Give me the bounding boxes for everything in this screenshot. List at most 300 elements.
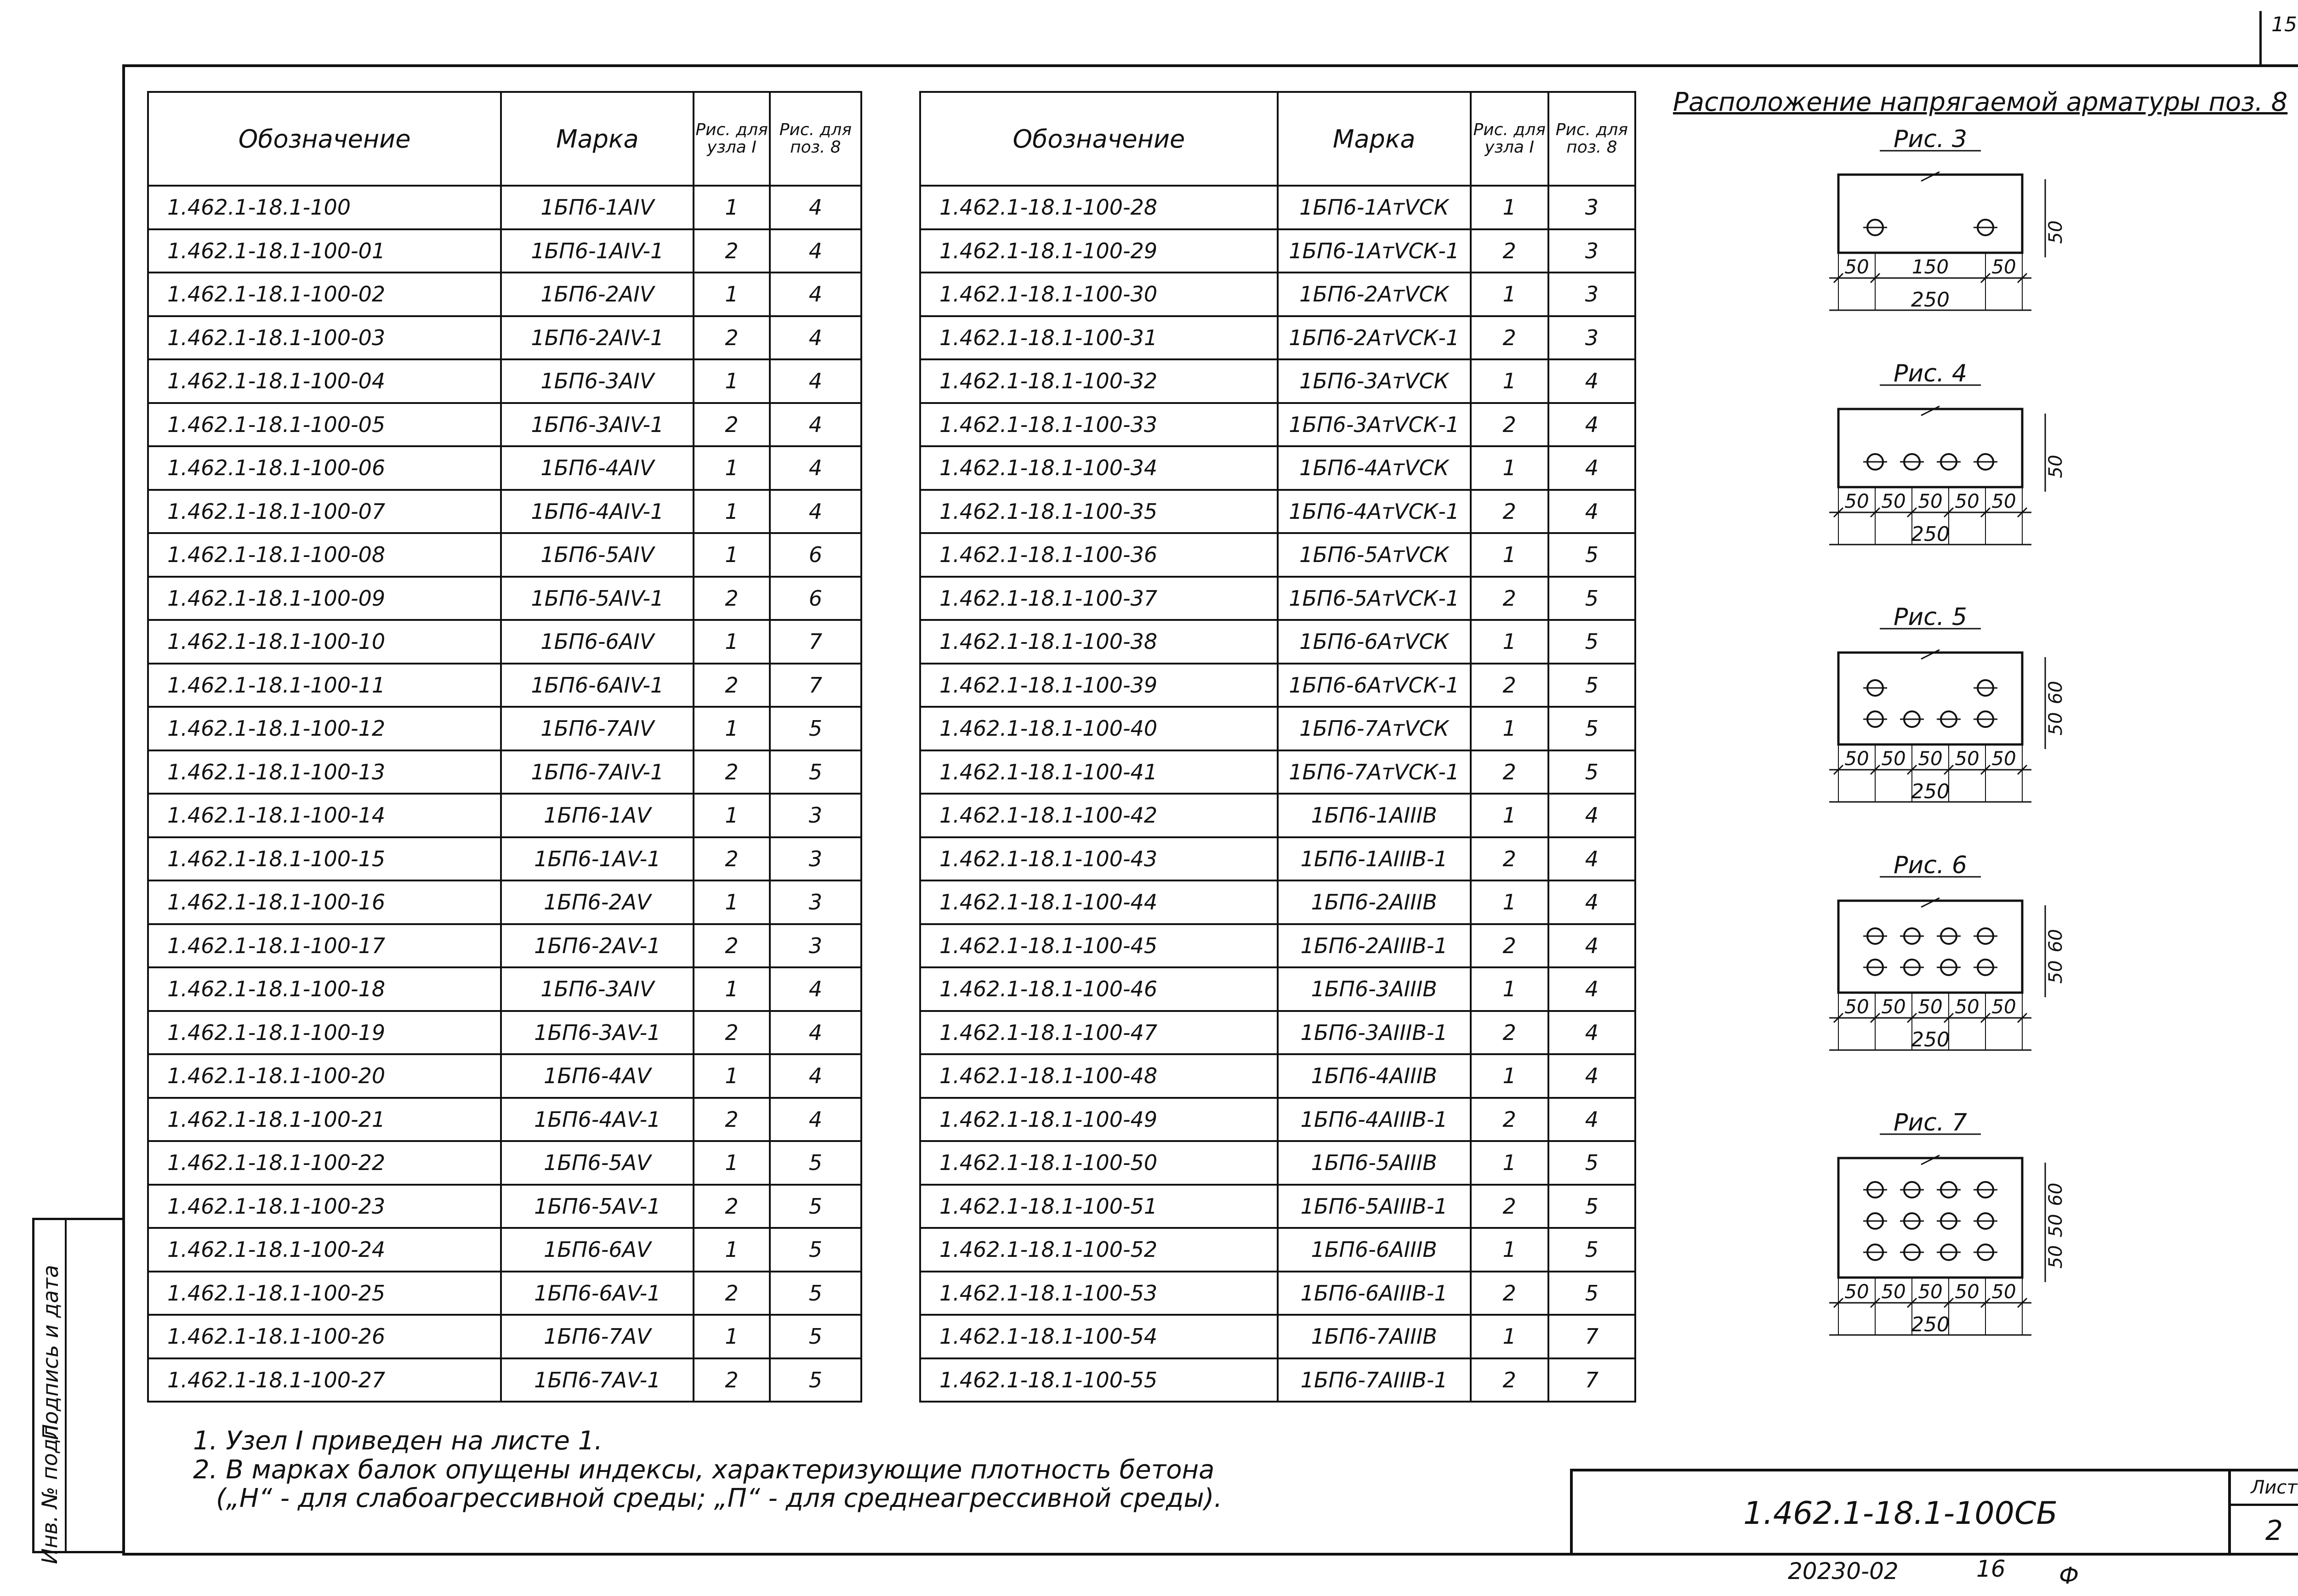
designation-cell: 1.462.1-18.1-100-11 (148, 664, 501, 707)
fig-pos-cell: 3 (1548, 273, 1635, 316)
fig-node-cell: 1 (694, 1228, 769, 1272)
fig6-dim-1: 50 (1881, 995, 1906, 1018)
fig-pos-cell: 6 (770, 577, 861, 620)
fig-node-cell: 2 (694, 664, 769, 707)
fig-pos-cell: 4 (770, 359, 861, 403)
fig-node-cell: 1 (694, 1141, 769, 1185)
mark-cell: 1БП6-7АV (501, 1315, 694, 1358)
designation-cell: 1.462.1-18.1-100-44 (920, 880, 1278, 924)
table-row (920, 490, 1635, 534)
fig-pos-cell: 4 (770, 1054, 861, 1098)
fig3-label: Рис. 3 (1894, 129, 1967, 153)
designation-cell: 1.462.1-18.1-100-55 (920, 1358, 1278, 1402)
fig-node-cell: 2 (1471, 577, 1548, 620)
table-row (920, 794, 1635, 837)
fig-node-cell: 1 (694, 880, 769, 924)
header-designation: Обозначение (920, 92, 1278, 186)
table-row (920, 707, 1635, 750)
fig3-break-mark (1921, 172, 1940, 181)
fig-pos-cell: 7 (770, 664, 861, 707)
fig-pos-cell: 5 (770, 707, 861, 750)
fig6-section (1838, 901, 2022, 993)
fig4-break-mark (1921, 406, 1940, 415)
header-fig-pos: Рис. для поз. 8 (1548, 92, 1635, 186)
header-mark: Марка (1278, 92, 1471, 186)
fig-pos-cell: 5 (1548, 1185, 1635, 1228)
figures-title: Расположение напрягаемой арматуры поз. 8 (1673, 87, 2288, 117)
title-stamp (1570, 1469, 2298, 1556)
fig4-section (1838, 409, 2022, 487)
fig5-dim-0: 50 (1844, 747, 1869, 770)
mark-cell: 1БП6-2АIV-1 (501, 316, 694, 360)
fig-pos-cell: 5 (770, 1185, 861, 1228)
mark-cell: 1БП6-6АIIIВ (1278, 1228, 1471, 1272)
fig-node-cell: 2 (694, 924, 769, 968)
mark-cell: 1БП6-2АV-1 (501, 924, 694, 968)
table-row (148, 750, 861, 794)
table-row (148, 1185, 861, 1228)
designation-cell: 1.462.1-18.1-100-26 (148, 1315, 501, 1358)
table-row (920, 880, 1635, 924)
fig-pos-cell: 5 (770, 750, 861, 794)
designation-cell: 1.462.1-18.1-100-13 (148, 750, 501, 794)
fig7-side-0: 50 (2045, 1245, 2066, 1269)
table-row (148, 794, 861, 837)
designation-cell: 1.462.1-18.1-100-53 (920, 1272, 1278, 1315)
mark-cell: 1БП6-1АтVСК (1278, 186, 1471, 229)
mark-cell: 1БП6-5АтVСК-1 (1278, 577, 1471, 620)
fig-node-cell: 1 (1471, 533, 1548, 577)
sheet-number: 2 (2265, 1515, 2283, 1547)
fig-node-cell: 2 (1471, 1185, 1548, 1228)
table-row (148, 837, 861, 881)
fig-node-cell: 1 (1471, 1315, 1548, 1358)
fig-node-cell: 2 (694, 1185, 769, 1228)
fig-node-cell: 2 (694, 316, 769, 360)
table-row (148, 707, 861, 750)
table-row (148, 316, 861, 360)
fig-pos-cell: 5 (770, 1272, 861, 1315)
fig-pos-cell: 5 (1548, 750, 1635, 794)
table-row (920, 1011, 1635, 1055)
header-designation: Обозначение (148, 92, 501, 186)
designation-cell: 1.462.1-18.1-100-08 (148, 533, 501, 577)
fig-pos-cell: 3 (770, 880, 861, 924)
document-code: 1.462.1-18.1-100СБ (1743, 1495, 2058, 1532)
table-row (920, 403, 1635, 447)
note-1: 1. Узел I приведен на листе 1. (193, 1426, 603, 1456)
mark-cell: 1БП6-3АтVСК-1 (1278, 403, 1471, 447)
fig-node-cell: 2 (1471, 490, 1548, 534)
fig7-dim-1: 50 (1881, 1280, 1906, 1303)
designation-cell: 1.462.1-18.1-100-01 (148, 229, 501, 273)
fig3-dim-1: 150 (1911, 256, 1949, 278)
left-sidebar (32, 1218, 122, 1565)
table-row (920, 446, 1635, 490)
designation-cell: 1.462.1-18.1-100-16 (148, 880, 501, 924)
mark-cell: 1БП6-6АV-1 (501, 1272, 694, 1315)
fig-node-cell: 1 (1471, 186, 1548, 229)
table-row (148, 664, 861, 707)
archive-number: 20230-02 (1788, 1558, 1899, 1585)
mark-cell: 1БП6-2АтVСК-1 (1278, 316, 1471, 360)
fig-node-cell: 2 (694, 1011, 769, 1055)
table-row (148, 1272, 861, 1315)
designation-cell: 1.462.1-18.1-100-09 (148, 577, 501, 620)
archive-page: 16 (1976, 1556, 2006, 1582)
designation-cell: 1.462.1-18.1-100-03 (148, 316, 501, 360)
fig-node-cell: 2 (694, 403, 769, 447)
fig-pos-cell: 4 (770, 1011, 861, 1055)
table-row (148, 1228, 861, 1272)
fig7-dim-4: 50 (1991, 1280, 2016, 1303)
mark-cell: 1БП6-5АV-1 (501, 1185, 694, 1228)
fig-node-cell: 2 (1471, 924, 1548, 968)
fig5-side-1: 60 (2045, 681, 2066, 704)
designation-cell: 1.462.1-18.1-100-10 (148, 620, 501, 664)
fig7-break-mark (1921, 1155, 1940, 1164)
fig-node-cell: 2 (1471, 403, 1548, 447)
table-row (920, 359, 1635, 403)
fig-node-cell: 1 (694, 359, 769, 403)
mark-cell: 1БП6-3АIIIВ (1278, 967, 1471, 1011)
designation-cell: 1.462.1-18.1-100-33 (920, 403, 1278, 447)
table-row (148, 1054, 861, 1098)
fig-node-cell: 1 (1471, 446, 1548, 490)
fig-pos-cell: 4 (1548, 924, 1635, 968)
table-row (920, 186, 1635, 229)
sidebar-signature: Подпись и дата (38, 1265, 63, 1440)
fig7-side-1: 50 (2045, 1214, 2066, 1238)
designation-cell: 1.462.1-18.1-100-34 (920, 446, 1278, 490)
fig4-total: 250 (1911, 523, 1950, 546)
designation-cell: 1.462.1-18.1-100-42 (920, 794, 1278, 837)
fig-pos-cell: 5 (770, 1141, 861, 1185)
fig6-dim-2: 50 (1918, 995, 1943, 1018)
note-3: („Н“ - для слабоагрессивной среды; „П“ - для среднеагрессивной среды). (216, 1483, 1223, 1514)
mark-cell: 1БП6-7АтVСК-1 (1278, 750, 1471, 794)
designation-cell: 1.462.1-18.1-100-49 (920, 1098, 1278, 1142)
fig-pos-cell: 4 (1548, 1098, 1635, 1142)
fig-node-cell: 2 (1471, 750, 1548, 794)
table-row (920, 577, 1635, 620)
designation-cell: 1.462.1-18.1-100-20 (148, 1054, 501, 1098)
designation-cell: 1.462.1-18.1-100-35 (920, 490, 1278, 534)
fig-pos-cell: 4 (770, 1098, 861, 1142)
designation-cell: 1.462.1-18.1-100-50 (920, 1141, 1278, 1185)
fig-pos-cell: 5 (1548, 1141, 1635, 1185)
fig-node-cell: 2 (694, 577, 769, 620)
fig6-side-0: 50 (2045, 960, 2066, 984)
table-row (148, 924, 861, 968)
fig4-dim-0: 50 (1844, 490, 1869, 512)
fig4-label: Рис. 4 (1894, 360, 1967, 387)
fig6-total: 250 (1911, 1028, 1950, 1051)
fig5-dim-1: 50 (1881, 747, 1906, 770)
fig5-dim-4: 50 (1991, 747, 2016, 770)
designation-cell: 1.462.1-18.1-100-36 (920, 533, 1278, 577)
fig-pos-cell: 4 (1548, 359, 1635, 403)
fig3-total: 250 (1911, 288, 1950, 312)
table-row (920, 1358, 1635, 1402)
mark-cell: 1БП6-2АтVСК (1278, 273, 1471, 316)
fig-pos-cell: 3 (770, 794, 861, 837)
fig3-dim-2: 50 (1991, 256, 2016, 278)
mark-cell: 1БП6-5АIV (501, 533, 694, 577)
fig-node-cell: 1 (694, 967, 769, 1011)
mark-cell: 1БП6-5АV (501, 1141, 694, 1185)
designation-cell: 1.462.1-18.1-100-19 (148, 1011, 501, 1055)
fig-pos-cell: 7 (1548, 1315, 1635, 1358)
designation-cell: 1.462.1-18.1-100-54 (920, 1315, 1278, 1358)
table-row (148, 490, 861, 534)
fig-node-cell: 2 (694, 1272, 769, 1315)
fig7-side-2: 60 (2045, 1182, 2066, 1206)
fig-node-cell: 1 (694, 533, 769, 577)
mark-cell: 1БП6-4АV-1 (501, 1098, 694, 1142)
fig-pos-cell: 5 (1548, 707, 1635, 750)
table-row (920, 229, 1635, 273)
fig-node-cell: 2 (1471, 229, 1548, 273)
table-row (148, 577, 861, 620)
fig6-dim-3: 50 (1955, 995, 1979, 1018)
fig-node-cell: 1 (1471, 1228, 1548, 1272)
fig7-dim-0: 50 (1844, 1280, 1869, 1303)
table-row (148, 1315, 861, 1358)
fig5-side-0: 50 (2045, 712, 2066, 736)
fig-node-cell: 2 (1471, 1272, 1548, 1315)
fig-pos-cell: 3 (1548, 229, 1635, 273)
fig-pos-cell: 3 (1548, 316, 1635, 360)
fig-pos-cell: 4 (770, 446, 861, 490)
designation-cell: 1.462.1-18.1-100-39 (920, 664, 1278, 707)
fig-node-cell: 2 (694, 837, 769, 881)
designation-cell: 1.462.1-18.1-100-02 (148, 273, 501, 316)
fig-pos-cell: 4 (770, 403, 861, 447)
designation-cell: 1.462.1-18.1-100-15 (148, 837, 501, 881)
designation-cell: 1.462.1-18.1-100-24 (148, 1228, 501, 1272)
table-header-row (920, 92, 1635, 186)
fig-node-cell: 2 (1471, 316, 1548, 360)
table-row (148, 446, 861, 490)
fig-node-cell: 2 (1471, 664, 1548, 707)
mark-cell: 1БП6-6АIV (501, 620, 694, 664)
mark-cell: 1БП6-3АIIIВ-1 (1278, 1011, 1471, 1055)
table-row (920, 1272, 1635, 1315)
designation-cell: 1.462.1-18.1-100-30 (920, 273, 1278, 316)
table-row (920, 837, 1635, 881)
table-row (920, 750, 1635, 794)
fig3-side-0: 50 (2045, 220, 2066, 244)
fig-node-cell: 2 (1471, 1011, 1548, 1055)
mark-cell: 1БП6-4АтVСК-1 (1278, 490, 1471, 534)
fig-pos-cell: 4 (770, 490, 861, 534)
table-row (920, 1054, 1635, 1098)
fig-pos-cell: 5 (770, 1228, 861, 1272)
mark-cell: 1БП6-7АIIIВ-1 (1278, 1358, 1471, 1402)
table-row (920, 967, 1635, 1011)
mark-cell: 1БП6-1АV (501, 794, 694, 837)
table-row (920, 273, 1635, 316)
table-row (148, 620, 861, 664)
mark-cell: 1БП6-6АIIIВ-1 (1278, 1272, 1471, 1315)
mark-cell: 1БП6-7АIV (501, 707, 694, 750)
mark-cell: 1БП6-1АIIIВ-1 (1278, 837, 1471, 881)
fig3-section (1838, 175, 2022, 253)
fig-node-cell: 1 (694, 186, 769, 229)
fig7-dim-2: 50 (1918, 1280, 1943, 1303)
table-row (920, 1141, 1635, 1185)
fig-pos-cell: 3 (1548, 186, 1635, 229)
fig-pos-cell: 5 (1548, 577, 1635, 620)
fig-node-cell: 1 (694, 1315, 769, 1358)
fig-pos-cell: 4 (770, 186, 861, 229)
fig-pos-cell: 4 (1548, 880, 1635, 924)
table-row (920, 316, 1635, 360)
fig-node-cell: 1 (1471, 1141, 1548, 1185)
table-row (148, 273, 861, 316)
designation-cell: 1.462.1-18.1-100-17 (148, 924, 501, 968)
fig-node-cell: 1 (1471, 359, 1548, 403)
table-row (148, 1358, 861, 1402)
designation-cell: 1.462.1-18.1-100-27 (148, 1358, 501, 1402)
fig5-section (1838, 653, 2022, 744)
table-row (148, 1011, 861, 1055)
table-row (148, 1098, 861, 1142)
fig-pos-cell: 5 (1548, 1272, 1635, 1315)
table-row (148, 403, 861, 447)
fig3-dim-0: 50 (1844, 256, 1869, 278)
mark-cell: 1БП6-1АтVСК-1 (1278, 229, 1471, 273)
fig-pos-cell: 3 (770, 924, 861, 968)
fig4-dim-4: 50 (1991, 490, 2016, 512)
designation-cell: 1.462.1-18.1-100-05 (148, 403, 501, 447)
mark-cell: 1БП6-4АтVСК (1278, 446, 1471, 490)
designation-cell: 1.462.1-18.1-100-46 (920, 967, 1278, 1011)
fig-pos-cell: 4 (770, 316, 861, 360)
fig5-label: Рис. 5 (1894, 603, 1967, 631)
designation-cell: 1.462.1-18.1-100-40 (920, 707, 1278, 750)
fig-pos-cell: 7 (1548, 1358, 1635, 1402)
mark-cell: 1БП6-4АIV-1 (501, 490, 694, 534)
fig-node-cell: 1 (1471, 1054, 1548, 1098)
fig-node-cell: 2 (1471, 1358, 1548, 1402)
fig-node-cell: 1 (1471, 880, 1548, 924)
table-row (148, 533, 861, 577)
designation-cell: 1.462.1-18.1-100-31 (920, 316, 1278, 360)
mark-cell: 1БП6-2АIIIВ (1278, 880, 1471, 924)
fig-pos-cell: 5 (1548, 533, 1635, 577)
mark-cell: 1БП6-4АIIIВ (1278, 1054, 1471, 1098)
rebar-figures (1792, 129, 2114, 1452)
header-fig-node: Рис. для узла I (694, 92, 769, 186)
fig-node-cell: 1 (1471, 620, 1548, 664)
fig-pos-cell: 5 (770, 1358, 861, 1402)
table-row (920, 620, 1635, 664)
header-fig-node: Рис. для узла I (1471, 92, 1548, 186)
mark-cell: 1БП6-5АтVСК (1278, 533, 1471, 577)
fig4-side-0: 50 (2045, 454, 2066, 478)
left-spec-table (147, 91, 862, 1403)
notes (193, 1427, 1222, 1513)
fig-node-cell: 1 (694, 620, 769, 664)
fig6-dim-0: 50 (1844, 995, 1869, 1018)
table-row (148, 880, 861, 924)
designation-cell: 1.462.1-18.1-100-21 (148, 1098, 501, 1142)
top-mark-line (2259, 11, 2262, 64)
designation-cell: 1.462.1-18.1-100-04 (148, 359, 501, 403)
mark-cell: 1БП6-2АIV (501, 273, 694, 316)
mark-cell: 1БП6-4АIV (501, 446, 694, 490)
table-row (148, 1141, 861, 1185)
fig-pos-cell: 4 (770, 229, 861, 273)
fig-pos-cell: 3 (770, 837, 861, 881)
mark-cell: 1БП6-1АIV (501, 186, 694, 229)
fig-node-cell: 2 (694, 229, 769, 273)
fig-node-cell: 1 (694, 446, 769, 490)
designation-cell: 1.462.1-18.1-100-37 (920, 577, 1278, 620)
fig-pos-cell: 5 (1548, 664, 1635, 707)
fig5-dim-3: 50 (1955, 747, 1979, 770)
fig-pos-cell: 4 (1548, 490, 1635, 534)
mark-cell: 1БП6-7АтVСК (1278, 707, 1471, 750)
fig4-dim-1: 50 (1881, 490, 1906, 512)
fig-node-cell: 1 (694, 794, 769, 837)
table-row (148, 359, 861, 403)
designation-cell: 1.462.1-18.1-100 (148, 186, 501, 229)
fig-node-cell: 2 (1471, 837, 1548, 881)
mark-cell: 1БП6-1АV-1 (501, 837, 694, 881)
fig-pos-cell: 5 (1548, 620, 1635, 664)
designation-cell: 1.462.1-18.1-100-18 (148, 967, 501, 1011)
designation-cell: 1.462.1-18.1-100-07 (148, 490, 501, 534)
designation-cell: 1.462.1-18.1-100-43 (920, 837, 1278, 881)
fig7-section (1838, 1158, 2022, 1278)
note-2: 2. В марках балок опущены индексы, характеризующие плотность бетона (193, 1454, 1215, 1485)
fig5-break-mark (1921, 650, 1940, 659)
designation-cell: 1.462.1-18.1-100-25 (148, 1272, 501, 1315)
fig-pos-cell: 6 (770, 533, 861, 577)
mark-cell: 1БП6-7АIIIВ (1278, 1315, 1471, 1358)
fig5-dim-2: 50 (1918, 747, 1943, 770)
mark-cell: 1БП6-2АV (501, 880, 694, 924)
page-number: 15 (2271, 13, 2297, 36)
table-row (920, 1185, 1635, 1228)
designation-cell: 1.462.1-18.1-100-47 (920, 1011, 1278, 1055)
sheet-cell (2228, 1471, 2298, 1556)
fig5-total: 250 (1911, 780, 1950, 803)
sidebar-inv-no: Инв. № подл. (37, 1418, 62, 1565)
table-row (920, 924, 1635, 968)
fig-pos-cell: 4 (1548, 794, 1635, 837)
mark-cell: 1БП6-6АтVСК-1 (1278, 664, 1471, 707)
mark-cell: 1БП6-1АIIIВ (1278, 794, 1471, 837)
fig-pos-cell: 4 (770, 967, 861, 1011)
table-row (148, 967, 861, 1011)
designation-cell: 1.462.1-18.1-100-23 (148, 1185, 501, 1228)
mark-cell: 1БП6-7АIV-1 (501, 750, 694, 794)
designation-cell: 1.462.1-18.1-100-45 (920, 924, 1278, 968)
fig-node-cell: 2 (694, 750, 769, 794)
table-row (148, 186, 861, 229)
fig-node-cell: 1 (694, 707, 769, 750)
mark-cell: 1БП6-7АV-1 (501, 1358, 694, 1402)
mark-cell: 1БП6-6АIV-1 (501, 664, 694, 707)
fig-node-cell: 2 (694, 1098, 769, 1142)
mark-cell: 1БП6-3АIV (501, 359, 694, 403)
fig-node-cell: 2 (694, 1358, 769, 1402)
mark-cell: 1БП6-5АIIIВ-1 (1278, 1185, 1471, 1228)
